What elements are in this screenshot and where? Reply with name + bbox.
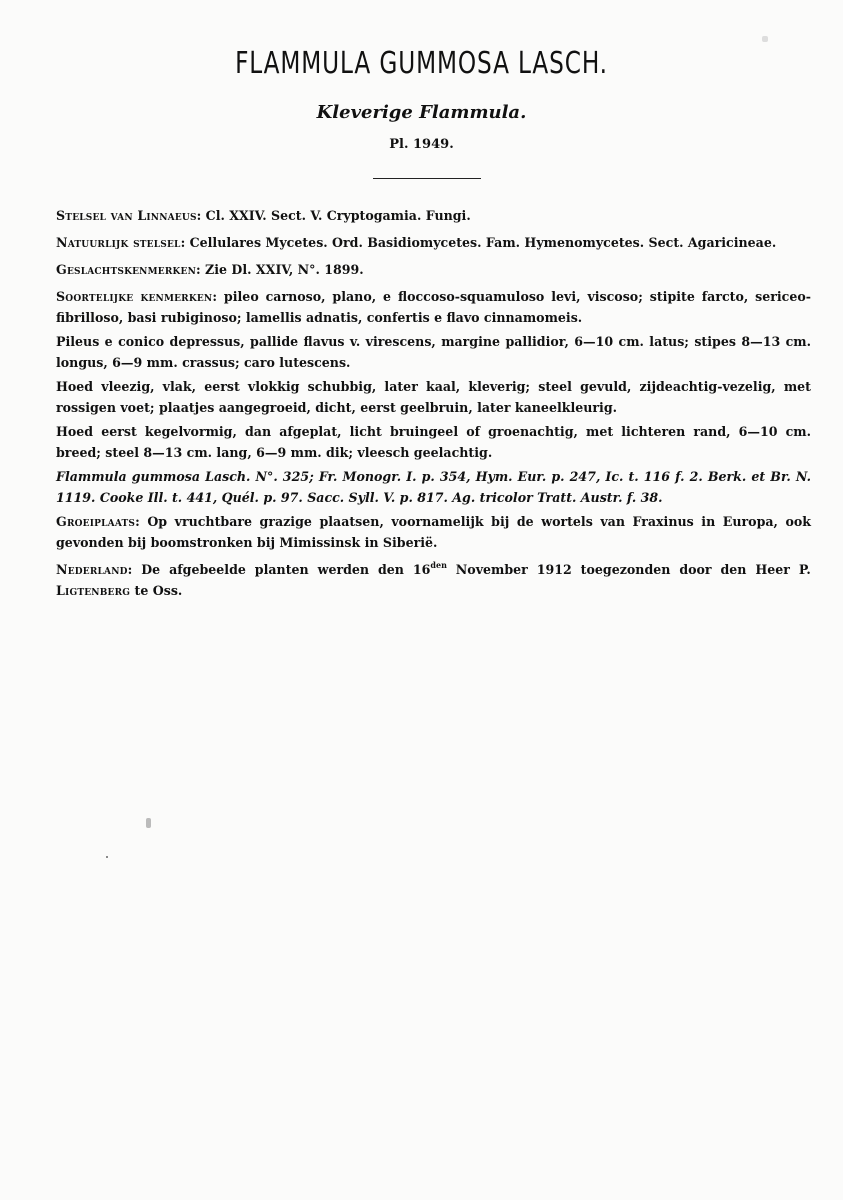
soort-label: Soortelijke kenmerken bbox=[56, 289, 213, 304]
natuurlijk-label: Natuurlijk stelsel bbox=[56, 235, 181, 250]
stelsel-text: : Cl. XXIV. Sect. V. Cryptogamia. Fungi. bbox=[196, 208, 471, 223]
geslacht-text: : Zie Dl. XXIV, N°. 1899. bbox=[196, 262, 364, 277]
stelsel-label: Stelsel van Linnaeus bbox=[56, 208, 197, 223]
nederland-text-end: te Oss. bbox=[130, 583, 183, 598]
document-body bbox=[56, 205, 811, 607]
title-divider bbox=[373, 178, 481, 179]
groeiplaats-paragraph bbox=[56, 511, 811, 553]
soort-paragraph bbox=[56, 286, 811, 328]
natuurlijk-text: : Cellulares Mycetes. Ord. Basidiomycetes. Fam. Hymenomycetes. Sect. Agaricineae. bbox=[180, 235, 777, 250]
dutch-description-2: Hoed eerst kegelvormig, dan afgeplat, licht bruingeel of groenachtig, met lichteren rand, 6—10 cm. breed; steel 8—13 cm. lang, 6—9 mm. dik; vleesch geelachtig. bbox=[56, 424, 811, 460]
latin-description: Pileus e conico depressus, pallide flavus v. virescens, margine pallidior, 6—10 cm. latus; stipes 8—13 cm. longus, 6—9 mm. crassus; caro lutescens. bbox=[56, 334, 811, 370]
dutch-description-1: Hoed vleezig, vlak, eerst vlokkig schubbig, later kaal, kleverig; steel gevuld, zijdeachtig-vezelig, met rossigen voet; plaatjes aangegroeid, dicht, eerst geelbruin, later kaneelkleurig. bbox=[56, 379, 811, 415]
natuurlijk-paragraph bbox=[56, 232, 811, 253]
scan-speck bbox=[762, 36, 768, 42]
groeiplaats-label: Groeiplaats bbox=[56, 514, 136, 529]
nederland-text-after: November 1912 toegezonden door den Heer bbox=[446, 562, 799, 577]
geslacht-paragraph bbox=[56, 259, 811, 280]
nederland-paragraph bbox=[56, 559, 811, 601]
groeiplaats-text: : Op vruchtbare grazige plaatsen, voornamelijk bij de wortels van Fraxinus in Europa, ook gevonden bij boomstronken bij Mimissinsk in Siberië. bbox=[56, 514, 811, 550]
plate-number: Pl. 1949. bbox=[389, 137, 454, 152]
references-paragraph: Flammula gummosa Lasch. N°. 325; Fr. Monogr. I. p. 354, Hym. Eur. p. 247, Ic. t. 116 f. 2. Berk. et Br. N. 1119. Cooke Ill. t. 441, Quél. p. 97. Sacc. Syll. V. p. 817. Ag. tricolor Tratt. Austr. f. 38. bbox=[56, 469, 811, 505]
nederland-label: Nederland bbox=[56, 562, 128, 577]
page-subtitle: Kleverige Flammula. bbox=[316, 102, 527, 123]
nederland-text-before: : De afgebeelde planten werden den 16 bbox=[127, 562, 431, 577]
page-title: FLAMMULA GUMMOSA LASCH. bbox=[235, 46, 608, 81]
nederland-date-suffix: den bbox=[430, 560, 447, 570]
stelsel-paragraph bbox=[56, 205, 811, 226]
scan-speck bbox=[106, 856, 108, 858]
nederland-person: P. Ligtenberg bbox=[56, 562, 811, 598]
scan-speck bbox=[146, 818, 151, 828]
soort-text: : pileo carnoso, plano, e floccoso-squamuloso levi, viscoso; stipite farcto, sericeo-fibrilloso, basi rubiginoso; lamellis adnatis, confertis e flavo cinnamomeis. bbox=[56, 289, 811, 325]
geslacht-label: Geslachtskenmerken bbox=[56, 262, 197, 277]
